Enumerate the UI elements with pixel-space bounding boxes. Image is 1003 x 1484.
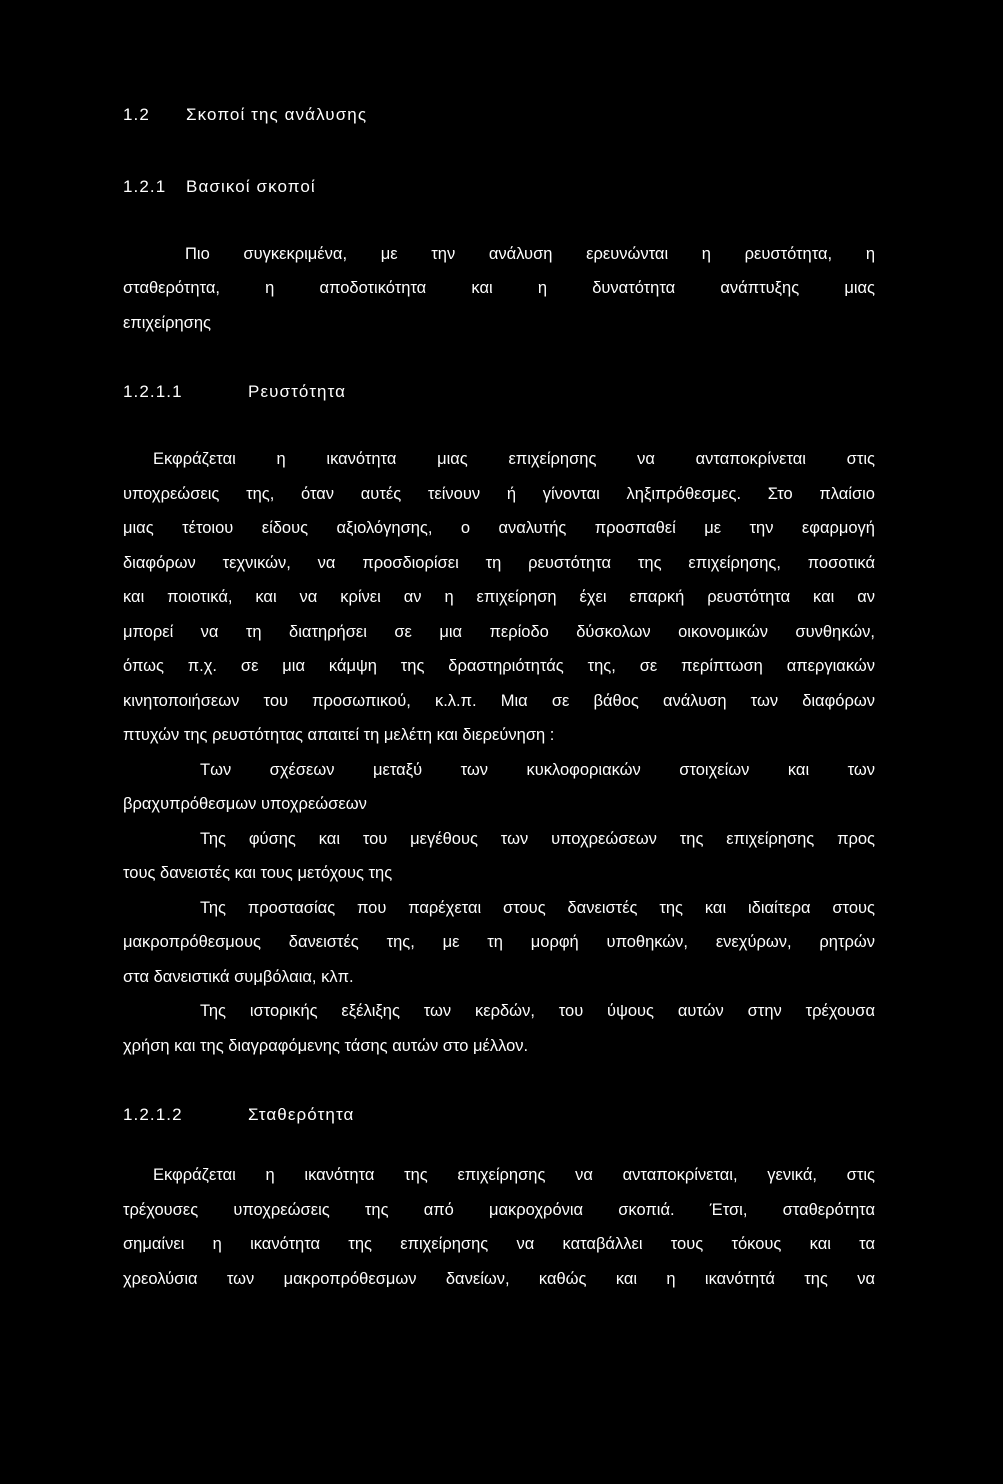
paragraph-line: επιχείρησης bbox=[123, 314, 211, 332]
list-item-first-line: Της προστασίας που παρέχεται στους δανειστές της και ιδιαίτερα στους bbox=[200, 899, 875, 917]
paragraph-line: μιας τέτοιου είδους αξιολόγησης, ο αναλυτής προσπαθεί με την εφαρμογή bbox=[123, 519, 875, 537]
paragraph-line: χρεολύσια των μακροπρόθεσμων δανείων, καθώς και η ικανότητά της να bbox=[123, 1270, 875, 1288]
section-number: 1.2 bbox=[123, 105, 150, 124]
paragraph-line: Πιο συγκεκριμένα, με την ανάλυση ερευνώνται η ρευστότητα, η bbox=[185, 245, 875, 263]
paragraph-line: πτυχών της ρευστότητας απαιτεί τη μελέτη και διερεύνηση : bbox=[123, 726, 555, 744]
paragraph-line: όπως π.χ. σε μια κάμψη της δραστηριότητάς της, σε περίπτωση απεργιακών bbox=[123, 657, 875, 675]
list-item-first-line: Της ιστορικής εξέλιξης των κερδών, του ύψους αυτών στην τρέχουσα bbox=[200, 1002, 875, 1020]
list-item-line: μακροπρόθεσμους δανειστές της, με τη μορφή υποθηκών, ενεχύρων, ρητρών bbox=[123, 933, 875, 951]
list-item-line: στα δανειστικά συμβόλαια, κλπ. bbox=[123, 968, 354, 986]
paragraph-line: και ποιοτικά, και να κρίνει αν η επιχείρηση έχει επαρκή ρευστότητα και αν bbox=[123, 588, 875, 606]
section-title: Ρευστότητα bbox=[248, 382, 347, 401]
section-title: Βασικοί σκοποί bbox=[186, 177, 316, 196]
paragraph-line: τρέχουσες υποχρεώσεις της από μακροχρόνια σκοπιά. Έτσι, σταθερότητα bbox=[123, 1201, 875, 1219]
section-number: 1.2.1.2 bbox=[123, 1105, 183, 1124]
paragraph-line: υποχρεώσεις της, όταν αυτές τείνουν ή γίνονται ληξιπρόθεσμες. Στο πλαίσιο bbox=[123, 485, 875, 503]
paragraph-line: κινητοποιήσεων του προσωπικού, κ.λ.π. Μια σε βάθος ανάλυση των διαφόρων bbox=[123, 692, 875, 710]
list-item-line: τους δανειστές και τους μετόχους της bbox=[123, 864, 393, 882]
paragraph-line: Εκφράζεται η ικανότητα μιας επιχείρησης να ανταποκρίνεται στις bbox=[153, 450, 875, 468]
paragraph-line: σημαίνει η ικανότητα της επιχείρησης να καταβάλλει τους τόκους και τα bbox=[123, 1235, 875, 1253]
section-number: 1.2.1.1 bbox=[123, 382, 183, 401]
list-item-line: χρήση και της διαγραφόμενης τάσης αυτών στο μέλλον. bbox=[123, 1037, 529, 1055]
paragraph-line: σταθερότητα, η αποδοτικότητα και η δυνατότητα ανάπτυξης μιας bbox=[123, 279, 875, 297]
section-number: 1.2.1 bbox=[123, 177, 167, 196]
list-item-line: βραχυπρόθεσμων υποχρεώσεων bbox=[123, 795, 367, 813]
paragraph-line: μπορεί να τη διατηρήσει σε μια περίοδο δύσκολων οικονομικών συνθηκών, bbox=[123, 623, 875, 641]
paragraph-line: Εκφράζεται η ικανότητα της επιχείρησης να ανταποκρίνεται, γενικά, στις bbox=[153, 1166, 875, 1184]
section-title: Σταθερότητα bbox=[248, 1105, 355, 1124]
list-item-first-line: Της φύσης και του μεγέθους των υποχρεώσεων της επιχείρησης προς bbox=[200, 830, 875, 848]
paragraph-line: διαφόρων τεχνικών, να προσδιορίσει τη ρευστότητα της επιχείρησης, ποσοτικά bbox=[123, 554, 875, 572]
list-item-first-line: Των σχέσεων μεταξύ των κυκλοφοριακών στοιχείων και των bbox=[200, 761, 875, 779]
section-title: Σκοποί της ανάλυσης bbox=[186, 105, 368, 124]
